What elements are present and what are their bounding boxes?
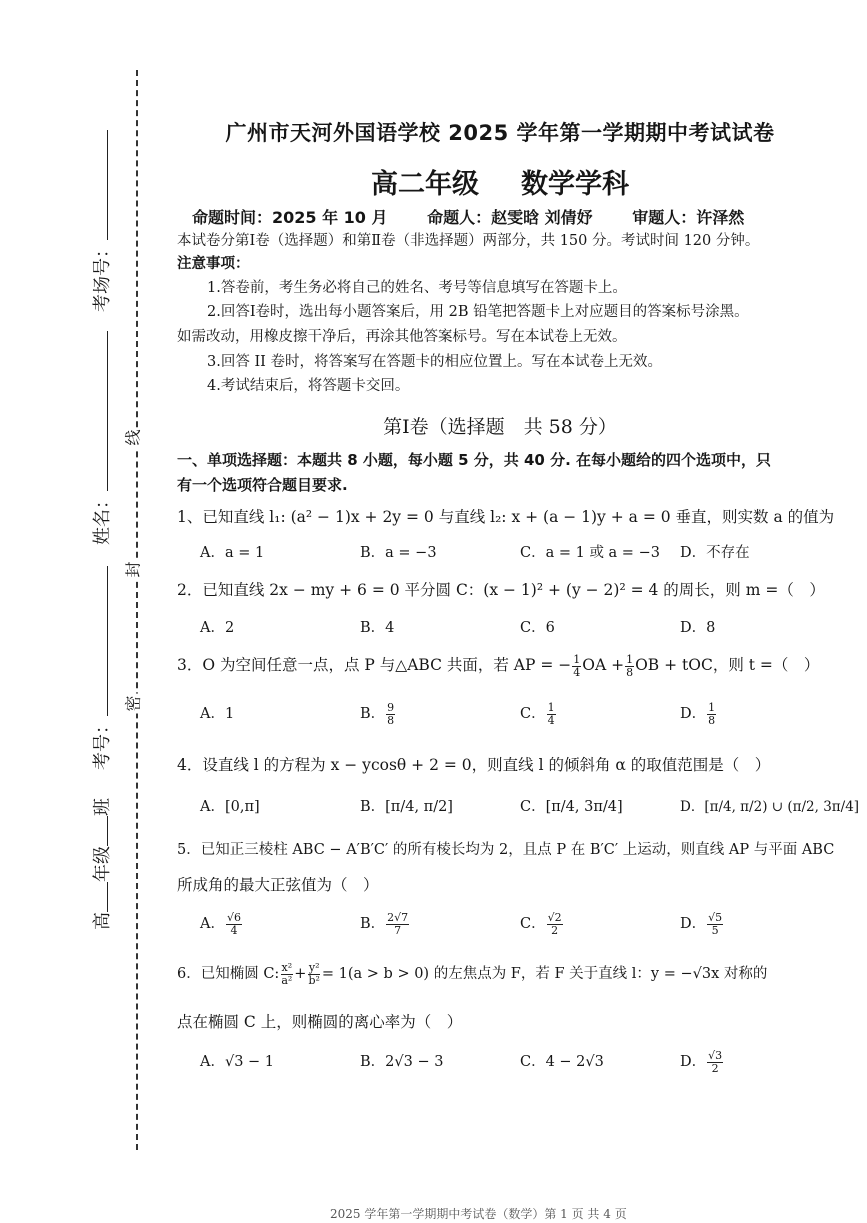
question-3-options xyxy=(200,702,840,726)
question-4-stem: 4．设直线 l 的方程为 x − ycosθ + 2 = 0，则直线 l 的倾斜角 α 的取值范围是（ ） xyxy=(177,756,771,774)
exam-time: 命题时间：2025 年 10 月 xyxy=(192,208,388,227)
option-a: A． $\frac{√6}{4}$ xyxy=(200,911,241,937)
student-id-field: 考号： xyxy=(88,566,114,770)
subject-label: 数学学科 xyxy=(521,169,629,200)
seal-char-feng: 封 xyxy=(121,559,144,579)
note-item: 1.答卷前，考生务必将自己的姓名、考号等信息填写在答题卡上。 xyxy=(207,280,627,296)
option-d: D．[π/4, π/2) ∪ (π/2, 3π/4] xyxy=(680,799,860,815)
option-c: C．[π/4, 3π/4] xyxy=(520,799,623,815)
exam-meta-row xyxy=(192,205,744,228)
option-c: C． $\frac{1}{4}$ xyxy=(520,701,555,727)
section-title: 第Ⅰ卷（选择题 共 58 分） xyxy=(383,416,617,438)
question-6-stem-cont: 点在椭圆 C 上，则椭圆的离心率为（ ） xyxy=(177,1013,463,1031)
fraction: $\frac{1}{8}$ xyxy=(626,652,634,679)
fraction: $\frac{\text{y²}}{\text{b²}}$ xyxy=(308,961,320,987)
option-b: B．a = −3 xyxy=(360,545,437,561)
option-a: A．√3 − 1 xyxy=(200,1054,275,1070)
notes-heading: 注意事项： xyxy=(177,256,250,272)
grade-subject-title xyxy=(150,162,850,201)
question-6-stem: 6．已知椭圆 C: $\frac{\text{x²}}{\text{a²}}$ + $\frac{\text{y²}}{\text{b²}}$ = 1(a > b > 0) 的左焦点为 F，若 F 关于直线 l：y = −√3x 对称的 xyxy=(177,961,768,987)
option-a: A．2 xyxy=(200,620,235,636)
question-5-stem: 5．已知正三棱柱 ABC − A′B′C′ 的所有棱长均为 2，且点 P 在 B′C′ 上运动，则直线 AP 与平面 ABC xyxy=(177,842,835,858)
question-2-options xyxy=(200,616,840,637)
option-a: A．a = 1 xyxy=(200,545,265,561)
exam-author: 命题人：赵雯晗 刘倩妤 xyxy=(427,208,593,227)
note-item: 2.回答Ⅰ卷时，选出每小题答案后，用 2B 铅笔把答题卡上对应题目的答案标号涂黑。 xyxy=(207,304,749,320)
option-c: C．4 − 2√3 xyxy=(520,1054,604,1070)
part-heading: 一、单项选择题：本题共 8 小题，每小题 5 分，共 40 分. 在每小题给的四个选项中，只 xyxy=(177,451,772,469)
question-5-stem-cont: 所成角的最大正弦值为（ ） xyxy=(177,876,379,894)
exam-room-field: 考场号： xyxy=(88,130,114,312)
name-field: 姓名： xyxy=(88,331,114,545)
question-3-stem: 3．O 为空间任意一点，点 P 与△ABC 共面，若 AP = − $\frac{1}{4}$ OA + $\frac{1}{8}$ OB + tOC，则 t =（ ） xyxy=(177,652,820,679)
seal-char-xian: 线 xyxy=(121,427,144,447)
school-title: 广州市天河外国语学校 2025 学年第一学期期中考试试卷 xyxy=(225,121,775,145)
note-item: 4.考试结束后，将答题卡交回。 xyxy=(207,378,410,394)
option-d: D． $\frac{√5}{5}$ xyxy=(680,911,723,937)
fraction: $\frac{\text{x²}}{\text{a²}}$ xyxy=(281,961,293,987)
note-item: 3.回答 II 卷时，将答案写在答题卡的相应位置上。写在本试卷上无效。 xyxy=(207,354,663,370)
seal-char-mi: 密 xyxy=(121,693,144,713)
question-1-options xyxy=(200,541,840,562)
option-c: C． $\frac{√2}{2}$ xyxy=(520,911,562,937)
option-a: A．[0,π] xyxy=(200,799,260,815)
question-4-options xyxy=(200,795,860,816)
question-2-stem: 2．已知直线 2x − my + 6 = 0 平分圆 C：(x − 1)² + (y − 2)² = 4 的周长，则 m =（ ） xyxy=(177,581,825,599)
option-d: D．不存在 xyxy=(680,545,750,561)
option-b: B． $\frac{9}{8}$ xyxy=(360,701,395,727)
exam-reviewer: 审题人：许泽然 xyxy=(632,208,745,227)
page-footer: 2025 学年第一学期期中考试卷（数学）第 1 页 共 4 页 xyxy=(330,1207,627,1221)
grade-label: 高二年级 xyxy=(371,169,479,200)
question-5-options xyxy=(200,912,840,936)
option-b: B．4 xyxy=(360,620,395,636)
note-item: 如需改动，用橡皮擦干净后，再涂其他答案标号。写在本试卷上无效。 xyxy=(177,329,627,345)
grade-class-field: 高年级班 xyxy=(92,798,113,930)
binding-line xyxy=(136,70,138,1150)
option-a: A．1 xyxy=(200,706,235,722)
fraction: $\frac{1}{4}$ xyxy=(573,652,581,679)
question-6-options xyxy=(200,1050,840,1074)
option-d: D． $\frac{1}{8}$ xyxy=(680,701,716,727)
option-b: B．2√3 − 3 xyxy=(360,1054,444,1070)
question-1-stem: 1、已知直线 l₁: (a² − 1)x + 2y = 0 与直线 l₂: x + (a − 1)y + a = 0 垂直，则实数 a 的值为 xyxy=(177,508,835,526)
option-d: D．8 xyxy=(680,620,716,636)
option-c: C．a = 1 或 a = −3 xyxy=(520,545,660,561)
part-heading-cont: 有一个选项符合题目要求. xyxy=(177,476,348,494)
option-b: B．[π/4, π/2] xyxy=(360,799,453,815)
option-c: C．6 xyxy=(520,620,555,636)
exam-intro: 本试卷分第Ⅰ卷（选择题）和第Ⅱ卷（非选择题）两部分，共 150 分。考试时间 120 分钟。 xyxy=(177,233,760,249)
option-b: B． $\frac{2√7}{7}$ xyxy=(360,911,409,937)
option-d: D． $\frac{√3}{2}$ xyxy=(680,1049,723,1075)
